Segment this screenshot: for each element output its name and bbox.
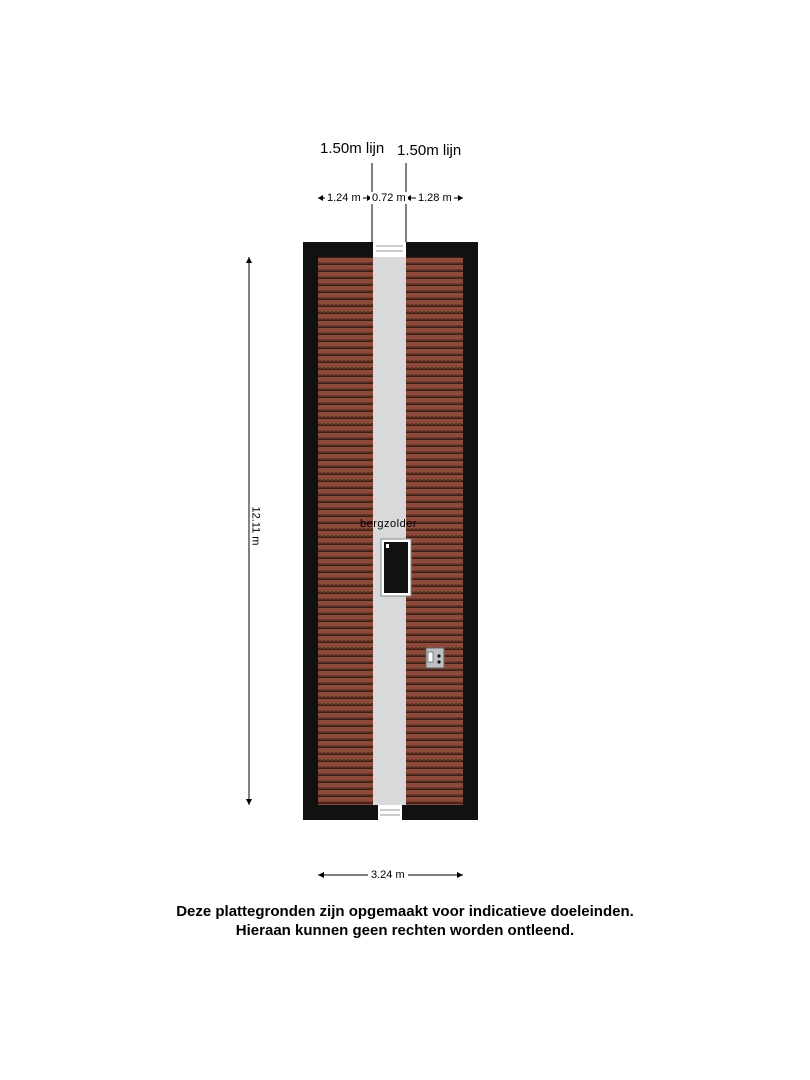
line-label-right: 1.50m lijn: [397, 142, 462, 159]
disclaimer-line-2: Hieraan kunnen geen rechten worden ontleend.: [235, 922, 575, 939]
installation-dot: [437, 660, 440, 663]
installation-box-panel: [428, 652, 433, 662]
bottom-opening: [378, 805, 402, 820]
dimension-arrow: [246, 799, 252, 805]
walkway-strip: [373, 257, 406, 805]
dimension-arrow: [318, 195, 323, 201]
dimension-top-right: 1.28 m: [418, 192, 452, 204]
top-opening: [373, 242, 406, 257]
room-label: bergzolder: [360, 518, 417, 530]
dimension-arrow: [318, 872, 324, 878]
dimension-top-middle: 0.72 m: [372, 192, 406, 204]
dimension-arrow: [246, 257, 252, 263]
hatch-handle: [386, 544, 389, 548]
attic-hatch: [384, 542, 408, 593]
installation-dot: [437, 654, 440, 657]
line-label-left: 1.50m lijn: [320, 140, 385, 157]
dimension-arrow: [457, 872, 463, 878]
disclaimer-line-1: Deze plattegronden zijn opgemaakt voor indicatieve doeleinden.: [176, 903, 634, 920]
dimension-bottom: 3.24 m: [368, 869, 408, 881]
dimension-arrow: [458, 195, 463, 201]
dimension-top-left: 1.24 m: [327, 192, 361, 204]
dimension-vertical: 12.11 m: [249, 504, 261, 549]
